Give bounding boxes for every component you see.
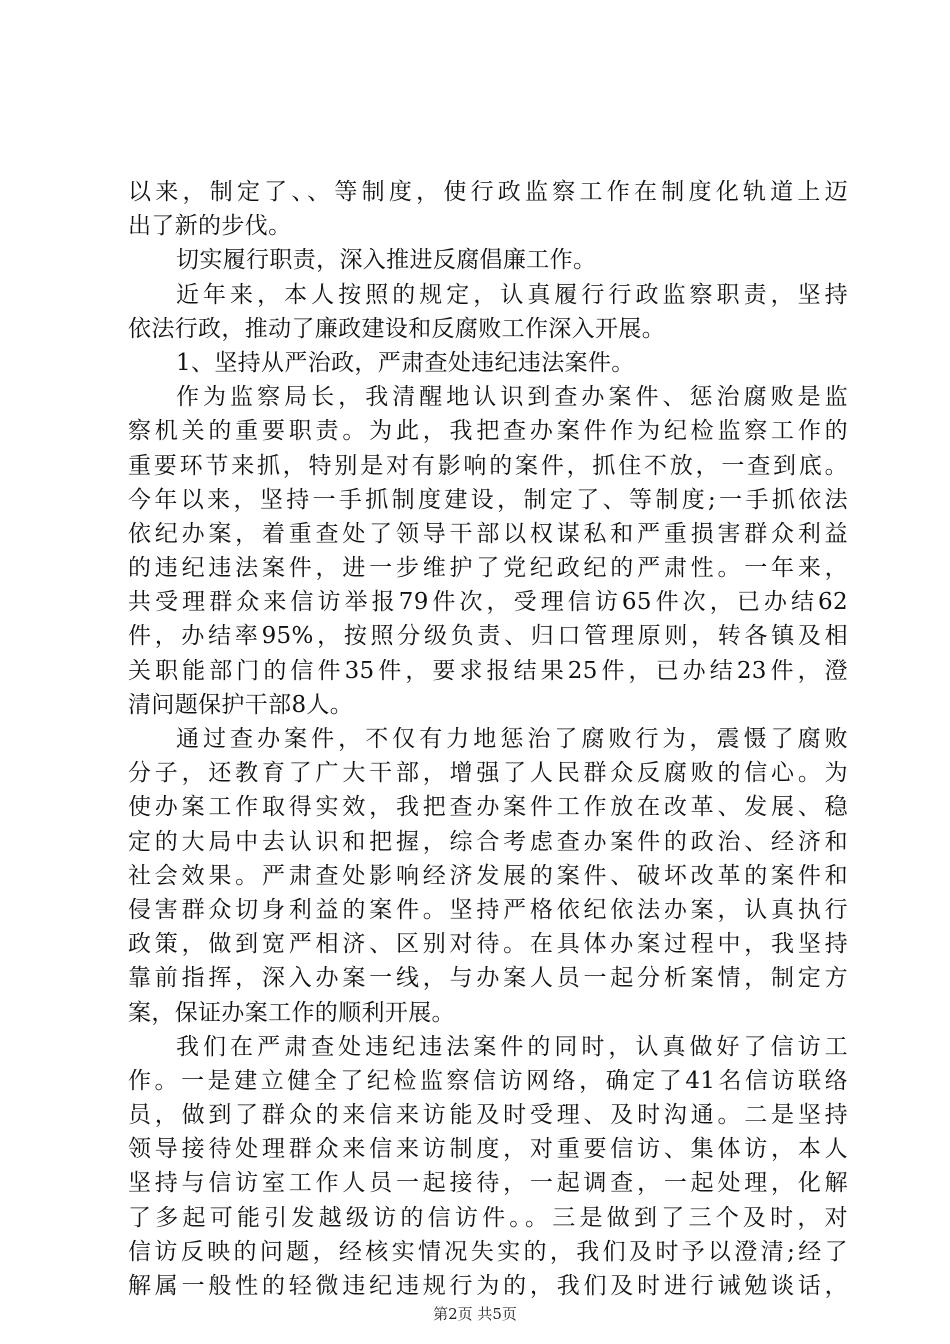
text-line: 分子，还教育了广大干部，增强了人民群众反腐败的信心。为 xyxy=(128,760,848,787)
text-line: 作为监察局长，我清醒地认识到查办案件、惩治腐败是监 xyxy=(176,384,848,411)
text-line: 近年来，本人按照的规定，认真履行行政监察职责，坚持 xyxy=(176,281,848,308)
text-line: 作。一是建立健全了纪检监察信访网络，确定了41名信访联络 xyxy=(128,1067,848,1094)
body-text xyxy=(128,175,848,1303)
text-line: 员，做到了群众的来信来访能及时受理、及时沟通。二是坚持 xyxy=(128,1102,848,1129)
text-line: 重要环节来抓，特别是对有影响的案件，抓住不放，一查到底。 xyxy=(128,452,848,479)
text-line: 依纪办案，着重查处了领导干部以权谋私和严重损害群众利益 xyxy=(128,520,848,547)
text-line: 出了新的步伐。 xyxy=(128,213,292,240)
subsection-heading: 1、坚持从严治政，严肃查处违纪违法案件。 xyxy=(176,349,635,376)
text-line: 的违纪违法案件，进一步维护了党纪政纪的严肃性。一年来， xyxy=(128,555,848,582)
text-line: 坚持与信访室工作人员一起接待，一起调查，一起处理，化解 xyxy=(128,1170,848,1197)
text-line: 了多起可能引发越级访的信访件。。三是做到了三个及时，对 xyxy=(128,1204,848,1231)
text-line: 案，保证办案工作的顺利开展。 xyxy=(128,999,455,1026)
text-line: 侵害群众切身利益的案件。坚持严格依纪依法办案，认真执行 xyxy=(128,896,848,923)
text-line: 通过查办案件，不仅有力地惩治了腐败行为，震慑了腐败 xyxy=(176,726,848,752)
section-heading: 切实履行职责，深入推进反腐倡廉工作。 xyxy=(176,247,597,274)
text-line: 领导接待处理群众来信来访制度，对重要信访、集体访，本人 xyxy=(128,1136,848,1163)
text-line: 察机关的重要职责。为此，我把查办案件作为纪检监察工作的 xyxy=(128,418,848,445)
text-line: 依法行政，推动了廉政建设和反腐败工作深入开展。 xyxy=(128,315,666,342)
text-line: 共受理群众来信访举报79件次，受理信访65件次，已办结62 xyxy=(128,589,848,616)
page-number: 第2页 共5页 xyxy=(433,1305,517,1323)
text-line: 使办案工作取得实效，我把查办案件工作放在改革、发展、稳 xyxy=(128,794,848,821)
text-line: 定的大局中去认识和把握，综合考虑查办案件的政治、经济和 xyxy=(128,828,848,855)
text-line: 信访反映的问题，经核实情况失实的，我们及时予以澄清;经了 xyxy=(128,1238,848,1265)
text-line: 解属一般性的轻微违纪违规行为的，我们及时进行诫勉谈话， xyxy=(128,1273,848,1299)
text-line: 清问题保护干部8人。 xyxy=(128,691,354,718)
text-line: 今年以来，坚持一手抓制度建设，制定了、等制度;一手抓依法 xyxy=(128,486,848,513)
text-line: 社会效果。严肃查处影响经济发展的案件、破坏改革的案件和 xyxy=(128,862,848,889)
text-line: 靠前指挥，深入办案一线，与办案人员一起分析案情，制定方 xyxy=(128,965,848,992)
text-line: 关职能部门的信件35件，要求报结果25件，已办结23件，澄 xyxy=(128,657,848,684)
text-line: 以来，制定了、、等制度，使行政监察工作在制度化轨道上迈 xyxy=(128,179,848,205)
page-footer xyxy=(0,1304,950,1324)
text-line: 我们在严肃查处违纪违法案件的同时，认真做好了信访工 xyxy=(176,1033,848,1060)
text-line: 件，办结率95%，按照分级负责、归口管理原则，转各镇及相 xyxy=(128,623,848,650)
text-line: 政策，做到宽严相济、区别对待。在具体办案过程中，我坚持 xyxy=(128,931,848,958)
